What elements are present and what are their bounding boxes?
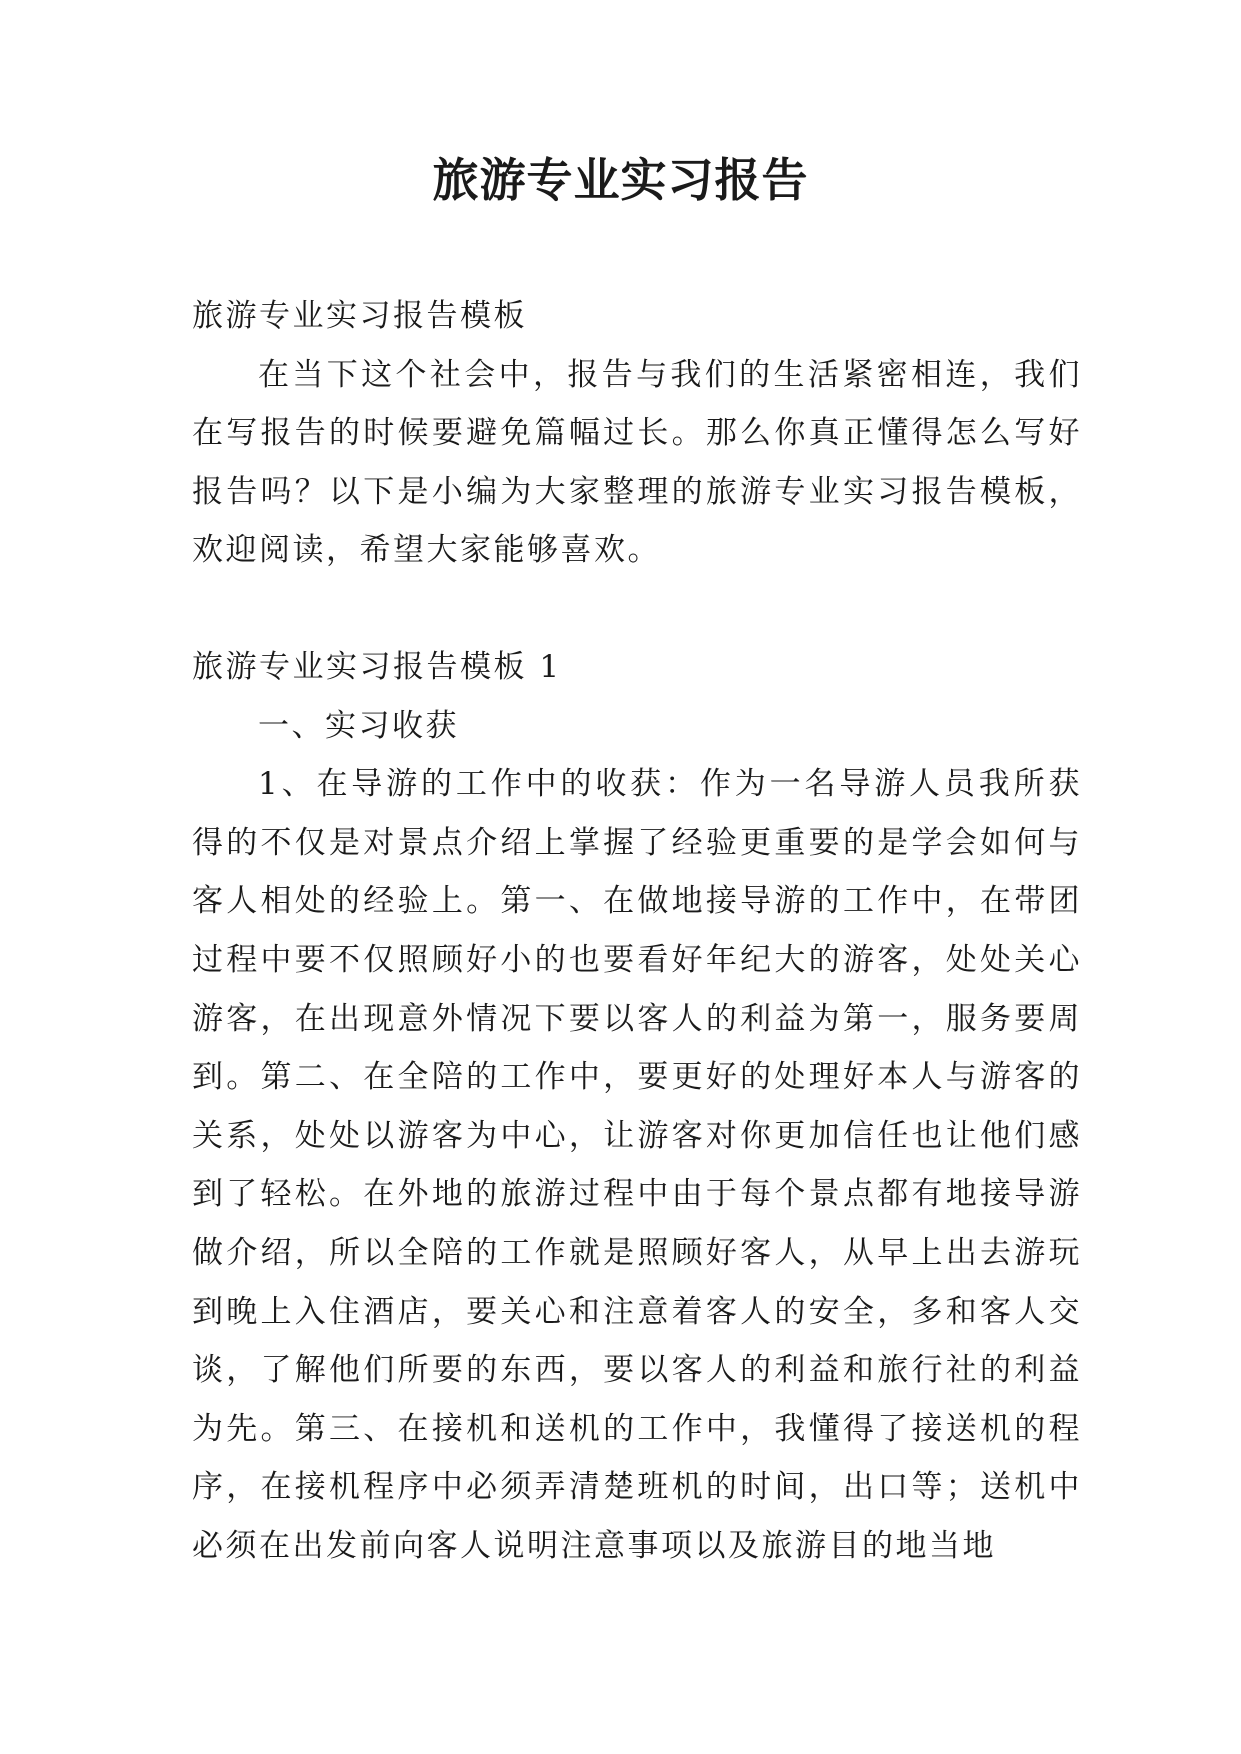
- document-body: [192, 287, 1082, 1575]
- part-heading: 一、实习收获: [258, 707, 459, 744]
- document-title: 旅游专业实习报告: [432, 153, 809, 207]
- body-paragraph: 1、在导游的工作中的收获：作为一名导游人员我所获得的不仅是对景点介绍上掌握了经验更重要的是学会如何与客人相处的经验上。第一、在做地接导游的工作中，在带团过程中要不仅照顾好小的也要看好年纪大的游客，处处关心游客，在出现意外情况下要以客人的利益为第一，服务要周到。第二、在全陪的工作中，要更好的处理好本人与游客的关系，处处以游客为中心，让游客对你更加信任也让他们感到了轻松。在外地的旅游过程中由于每个景点都有地接导游做介绍，所以全陪的工作就是照顾好客人，从早上出去游玩到晚上入住酒店，要关心和注意着客人的安全，多和客人交谈，了解他们所要的东西，要以客人的利益和旅行社的利益为先。第三、在接机和送机的工作中，我懂得了接送机的程序，在接机程序中必须弄清楚班机的时间，出口等；送机中必须在出发前向客人说明注意事项以及旅游目的地当地: [192, 766, 1082, 1564]
- intro-paragraph: 在当下这个社会中，报告与我们的生活紧密相连，我们在写报告的时候要避免篇幅过长。那么你真正懂得怎么写好报告吗？以下是小编为大家整理的旅游专业实习报告模板，欢迎阅读，希望大家能够喜欢。: [192, 356, 1082, 569]
- template-subtitle: 旅游专业实习报告模板: [192, 298, 527, 334]
- section-heading: 旅游专业实习报告模板 1: [192, 648, 562, 685]
